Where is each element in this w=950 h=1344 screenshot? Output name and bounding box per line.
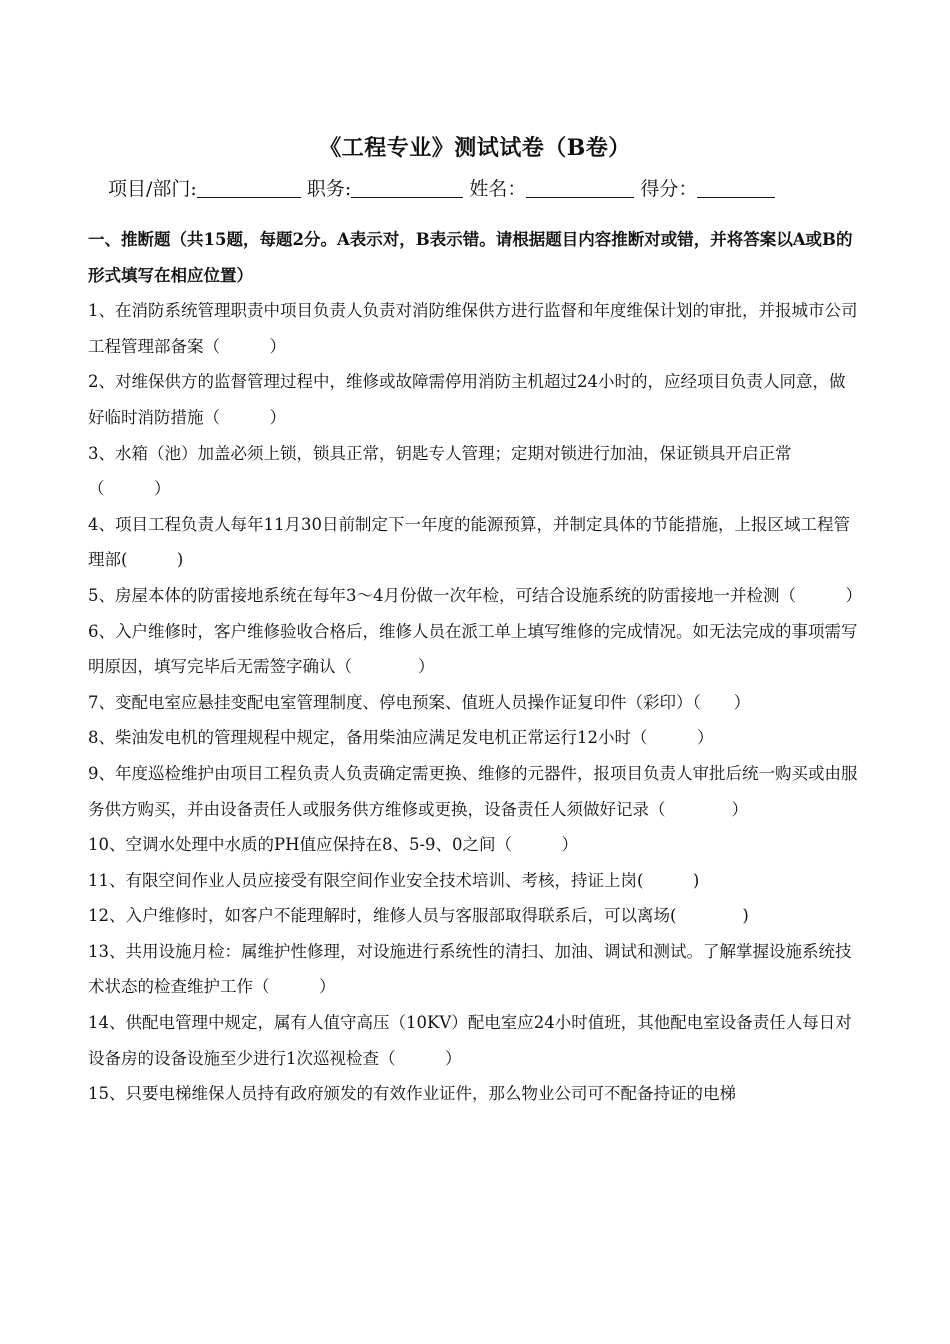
position-label: 职务: bbox=[306, 178, 352, 200]
section-instructions: （共15题，每题2分。A表示对，B表示错。请根据题目内容推断对或错，并将答案以A或B的形式填写在相应位置） bbox=[88, 230, 853, 285]
question-4: 4、项目工程负责人每年11月30日前制定下一年度的能源预算，并制定具体的节能措施，上报区域工程管理部( ) bbox=[88, 514, 850, 570]
question-2: 2、对维保供方的监督管理过程中，维修或故障需停用消防主机超过24小时的，应经项目负责人同意，做好临时消防措施（ ） bbox=[88, 372, 846, 427]
exam-info-row bbox=[108, 174, 775, 201]
question-6: 6、入户维修时，客户维修验收合格后，维修人员在派工单上填写维修的完成情况。如无法完成的事项需写明原因，填写完毕后无需签字确认（ ） bbox=[88, 621, 858, 677]
section-heading bbox=[88, 222, 858, 293]
question-9: 9、年度巡检维护由项目工程负责人负责确定需更换、维修的元器件，报项目负责人审批后统一购买或由服务供方购买，并由设备责任人或服务供方维修或更换，设备责任人须做好记录（ ） bbox=[88, 763, 858, 819]
score-blank[interactable] bbox=[697, 179, 775, 198]
question-11: 11、有限空间作业人员应接受有限空间作业安全技术培训、考核，持证上岗( ) bbox=[88, 870, 700, 890]
question-13: 13、共用设施月检：属维护性修理，对设施进行系统性的清扫、加油、调试和测试。了解掌握设施系统技术状态的检查维护工作（ ） bbox=[88, 941, 852, 997]
dept-blank[interactable] bbox=[197, 179, 301, 198]
name-blank[interactable] bbox=[526, 179, 634, 198]
name-label: 姓名： bbox=[469, 178, 527, 200]
exam-title: 《工程专业》测试试卷（B卷） bbox=[319, 135, 631, 161]
question-10: 10、空调水处理中水质的PH值应保持在8、5-9、0之间（ ） bbox=[88, 835, 579, 855]
question-15: 15、只要电梯维保人员持有政府颁发的有效作业证件，那么物业公司可不配备持证的电梯 bbox=[88, 1084, 736, 1104]
exam-content bbox=[88, 222, 862, 1112]
question-12: 12、入户维修时，如客户不能理解时，维修人员与客服部取得联系后，可以离场( ) bbox=[88, 906, 749, 926]
question-3: 3、水箱（池）加盖必须上锁，锁具正常，钥匙专人管理；定期对锁进行加油，保证锁具开启正常（ ） bbox=[88, 443, 792, 499]
question-5: 5、房屋本体的防雷接地系统在每年3～4月份做一次年检，可结合设施系统的防雷接地一并检测（ ） bbox=[88, 585, 862, 605]
section-title: 一、推断题 bbox=[88, 230, 171, 249]
question-14: 14、供配电管理中规定，属有人值守高压（10KV）配电室应24小时值班，其他配电室设备责任人每日对设备房的设备设施至少进行1次巡视检查（ ） bbox=[88, 1013, 852, 1068]
position-blank[interactable] bbox=[351, 179, 463, 198]
dept-label: 项目/部门: bbox=[108, 178, 197, 200]
question-7: 7、变配电室应悬挂变配电室管理制度、停电预案、值班人员操作证复印件（彩印）（ ） bbox=[88, 692, 751, 712]
question-1: 1、在消防系统管理职责中项目负责人负责对消防维保供方进行监督和年度维保计划的审批，并报城市公司工程管理部备案（ ） bbox=[88, 301, 858, 356]
question-8: 8、柴油发电机的管理规程中规定，备用柴油应满足发电机正常运行12小时（ ） bbox=[88, 728, 714, 748]
score-label: 得分： bbox=[640, 178, 698, 200]
